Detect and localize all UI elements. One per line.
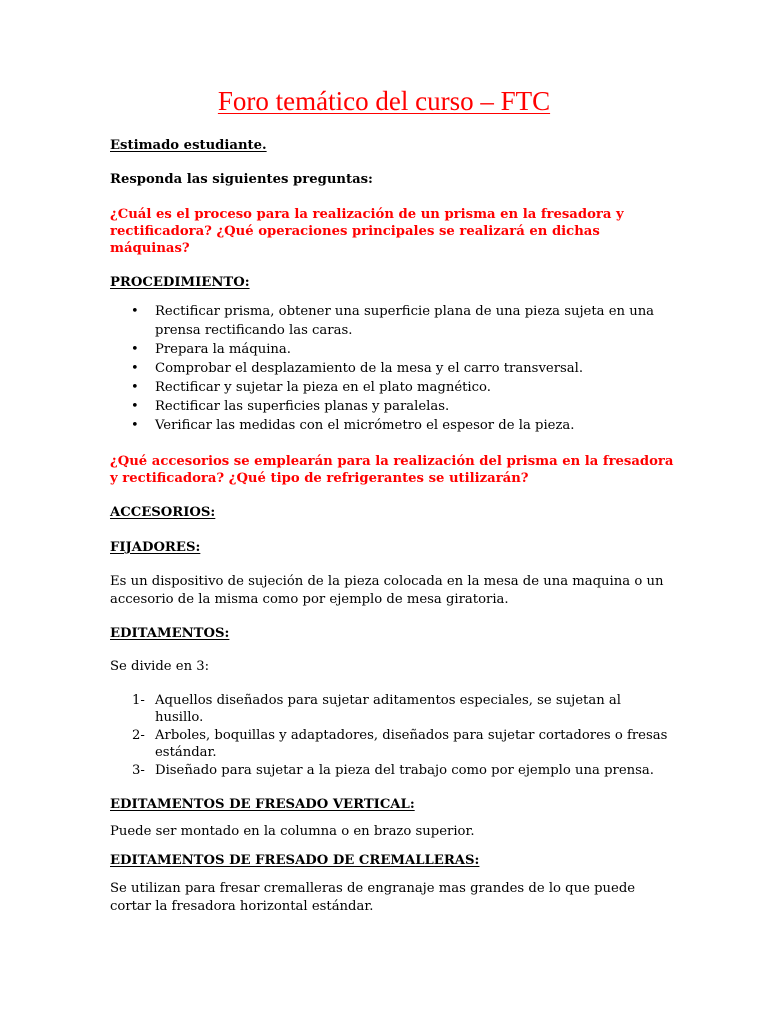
list-number: 3-: [132, 763, 145, 778]
editamentos-item-continuation: estándar.: [155, 745, 217, 760]
editamentos-item: Aquellos diseñados para sujetar aditamentos especiales, se sujetan al: [155, 693, 621, 708]
procedimiento-heading: PROCEDIMIENTO:: [110, 275, 250, 290]
procedimiento-item: Prepara la máquina.: [155, 342, 291, 357]
fijadores-heading: FIJADORES:: [110, 540, 201, 555]
list-number: 1-: [132, 693, 145, 708]
fijadores-text-line-2: accesorio de la misma como por ejemplo de mesa giratoria.: [110, 592, 509, 607]
vertical-text: Puede ser montado en la columna o en brazo superior.: [110, 824, 475, 839]
procedimiento-item: Verificar las medidas con el micrómetro el espesor de la pieza.: [155, 418, 575, 433]
procedimiento-item: Rectificar las superficies planas y paralelas.: [155, 399, 450, 414]
greeting: Estimado estudiante.: [110, 138, 267, 153]
procedimiento-item: Comprobar el desplazamiento de la mesa y el carro transversal.: [155, 361, 584, 376]
cremalleras-heading: EDITAMENTOS DE FRESADO DE CREMALLERAS:: [110, 853, 480, 868]
editamentos-item: Arboles, boquillas y adaptadores, diseñados para sujetar cortadores o fresas: [155, 728, 668, 743]
bullet-icon: •: [131, 304, 139, 319]
editamentos-item-continuation: husillo.: [155, 710, 204, 725]
bullet-icon: •: [131, 380, 139, 395]
procedimiento-item: Rectificar prisma, obtener una superficie plana de una pieza sujeta en una: [155, 304, 655, 319]
page-title: Foro temático del curso – FTC: [217, 86, 551, 116]
question-1-line-1: ¿Cuál es el proceso para la realización de un prisma en la fresadora y: [110, 207, 624, 222]
bullet-icon: •: [131, 399, 139, 414]
vertical-heading: EDITAMENTOS DE FRESADO VERTICAL:: [110, 797, 415, 812]
accesorios-heading: ACCESORIOS:: [110, 505, 216, 520]
cremalleras-text-line-2: cortar la fresadora horizontal estándar.: [110, 899, 374, 914]
editamentos-item: Diseñado para sujetar a la pieza del trabajo como por ejemplo una prensa.: [155, 763, 654, 778]
question-1-line-2: rectificadora? ¿Qué operaciones principales se realizará en dichas: [110, 224, 600, 239]
bullet-icon: •: [131, 361, 139, 376]
procedimiento-item: Rectificar y sujetar la pieza en el plato magnético.: [155, 380, 491, 395]
procedimiento-item-continuation: prensa rectificando las caras.: [155, 323, 353, 338]
bullet-icon: •: [131, 418, 139, 433]
bullet-icon: •: [131, 342, 139, 357]
list-number: 2-: [132, 728, 145, 743]
question-2-line-1: ¿Qué accesorios se emplearán para la realización del prisma en la fresadora: [110, 454, 674, 469]
editamentos-heading: EDITAMENTOS:: [110, 626, 230, 641]
cremalleras-text-line-1: Se utilizan para fresar cremalleras de engranaje mas grandes de lo que puede: [110, 881, 636, 896]
instruction: Responda las siguientes preguntas:: [110, 172, 373, 187]
editamentos-intro: Se divide en 3:: [110, 659, 210, 674]
fijadores-text-line-1: Es un dispositivo de sujeción de la pieza colocada en la mesa de una maquina o un: [110, 574, 664, 589]
question-1-line-3: máquinas?: [110, 241, 190, 256]
question-2-line-2: y rectificadora? ¿Qué tipo de refrigerantes se utilizarán?: [110, 471, 529, 486]
